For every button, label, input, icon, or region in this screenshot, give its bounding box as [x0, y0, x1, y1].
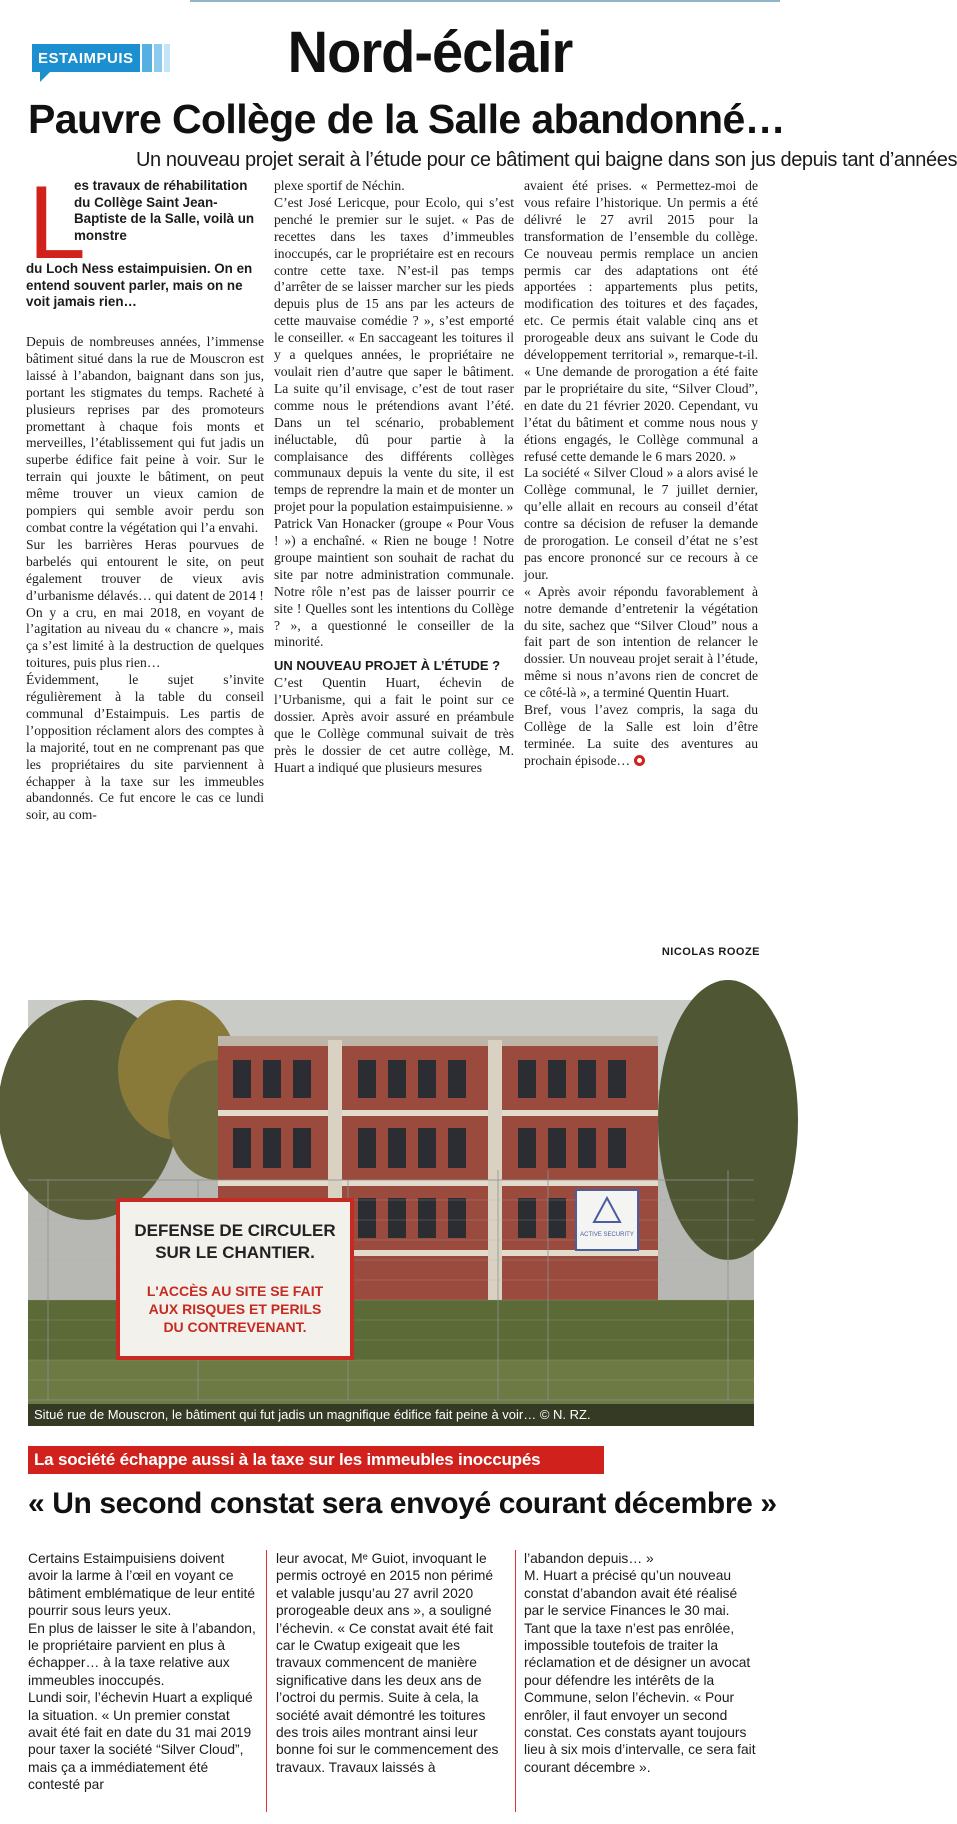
lead-text-a: es travaux de réhabilitation du Collège Saint Jean-Baptiste de la Salle, voilà un monstre — [74, 178, 255, 243]
photo-caption: Situé rue de Mouscron, le bâtiment qui fut jadis un magnifique édifice fait peine à voir… © N. RZ. — [28, 1404, 754, 1426]
paragraph: « Après avoir répondu favorablement à notre demande d’entretenir la végétation du site, sachez que “Silver Cloud” nous a fait part de son intention de relancer le dossier. Un nouveau projet serait à l’étude, même si nous n’avons rien de concret de ce côté-là », a terminé Quentin Huart. — [524, 583, 758, 701]
article-column-1 — [26, 165, 264, 824]
lead-text-b: du Loch Ness estaimpuisien. On en entend souvent parler, mais on ne voit jamais rien… — [26, 261, 253, 310]
column-divider — [266, 1550, 267, 1812]
section-subtitle: UN NOUVEAU PROJET À L’ÉTUDE ? — [274, 658, 501, 674]
article-column-2 — [274, 178, 514, 777]
paragraph: plexe sportif de Néchin. — [274, 178, 405, 193]
sign-line-5: DU CONTREVENANT. — [163, 1319, 307, 1335]
second-headline: « Un second constat sera envoyé courant décembre » — [28, 1487, 777, 1520]
paragraph: Certains Estaimpuisiens doivent avoir la larme à l’œil en voyant ce bâtiment emblématique de leur entité pourrir sous leurs yeux. — [28, 1551, 256, 1619]
paragraph: Lundi soir, l’échevin Huart a expliqué la situation. « Un premier constat avait été fait en date du 31 mai 2019 pour taxer la société “Silver Cloud”, mais ça a immédiatement été contesté par — [28, 1690, 253, 1793]
paragraph: l’abandon depuis… » — [524, 1551, 654, 1566]
masthead: Nord-éclair — [287, 18, 573, 85]
column-divider — [515, 1550, 516, 1812]
kicker-text: La société échappe aussi à la taxe sur les immeubles inoccupés — [34, 1450, 541, 1469]
sign-line-3: L'ACCÈS AU SITE SE FAIT — [146, 1283, 324, 1299]
subhead: Un nouveau projet serait à l’étude pour ce bâtiment qui baigne dans son jus depuis tant d’années — [136, 149, 957, 171]
article-column-3 — [524, 178, 758, 770]
paragraph: C’est José Lericque, pour Ecolo, qui s’est penché le premier sur le sujet. « Pas de recettes dans les taxes d’immeubles inoccupés, car le propriétaire est en recours contre cette taxe. N’est-il pas temps d’arrêter de se laisser marcher sur les pieds depuis plus de 15 ans par les acteurs de cette mauvaise comédie ? », s’est emporté le conseiller. « En saccageant les toitures il y a quelques années, le propriétaire ne voulait rien d’autre que saper le bâtiment. La suite qu’il envisage, c’est de tout raser comme nous le prétendions avant l’été. Dans un tel scénario, probablement inéluctable, dû pour partie à la complaisance des différents collèges communaux depuis la vente du site, il est temps de reprendre la main et de monter un projet pour la population estaimpuisienne. » — [274, 194, 514, 515]
top-rule — [190, 0, 780, 2]
lead-paragraph — [26, 165, 264, 312]
paragraph: Depuis de nombreuses années, l’immense bâtiment situé dans la rue de Mouscron est laissé à l’abandon, baignant dans son jus, portant les stigmates du temps. Racheté à plusieurs reprises par des promoteurs promettant à chaque fois monts et merveilles, l’établissement qui fut jadis un superbe édifice fait peine à voir. Sur le terrain qui jouxte le bâtiment, on peut même trouver un vieux camion de pompiers qui semble avoir perdu son combat contre la végétation qui l’a envahi. — [26, 334, 264, 535]
sign-line-4: AUX RISQUES ET PERILS — [148, 1301, 322, 1317]
paragraph: avaient été prises. « Permettez-moi de vous refaire l’historique. Un permis a été délivré le 27 avril 2015 pour la transformation de l’ensemble du collège. Ce nouveau permis remplace un ancien permis car des adaptations ont été apportées : appartements plus petits, modification des toitures et des façades, etc. Ce permis était valable cinq ans et prorogeable deux ans suivant le Code du développement territorial », remarque-t-il. « Une demande de prorogation a été faite par le propriétaire du site, “Silver Cloud”, en date du 21 février 2020. Cependant, vu l’état du bâtiment et comme nous nous y étions engagés, le Collège communal a refusé cette demande le 6 mars 2020. » — [524, 178, 758, 464]
building-photo-illustration — [28, 1000, 754, 1426]
second-column-3 — [524, 1550, 758, 1776]
paragraph: M. Huart a précisé qu’un nouveau constat d’abandon avait été réalisé par le service Finances le 30 mai. Tant que la taxe n’est pas enrôlée, impossible toutefois de traiter la réclamation et de désigner un avocat pour défendre les intérêts de la Commune, selon l’échevin. « Pour enrôler, il faut envoyer un second constat. Ces constats ayant toujours lieu à six mois d’intervalle, ce sera fait courant décembre ». — [524, 1568, 756, 1775]
second-column-2 — [276, 1550, 506, 1776]
article-photo — [28, 1000, 754, 1426]
sign-line-2: SUR LE CHANTIER. — [155, 1243, 315, 1262]
author-signature: NICOLAS ROOZE — [661, 946, 760, 958]
paragraph — [524, 702, 758, 770]
paragraph: C’est Quentin Huart, échevin de l’Urbanisme, qui a fait le point sur ce dossier. Après avoir assuré en préambule que le Collège communal suivait de très près le dossier de cet autre collège, M. Huart a indiqué que plusieurs mesures — [274, 675, 514, 775]
paragraph: Sur les barrières Heras pourvues de barbelés qui entourent le site, on peut également trouver de vieux avis d’urbanisme délavés… qui datent de 2014 ! — [26, 536, 264, 603]
paragraph: En plus de laisser le site à l’abandon, le propriétaire parvient en plus à échapper… à la taxe relative aux immeubles inoccupés. — [28, 1620, 256, 1688]
end-mark-icon — [634, 755, 645, 766]
section-tag-label: ESTAIMPUIS — [38, 50, 134, 67]
section-tag — [32, 44, 182, 74]
security-sign-text: ACTIVE SECURITY — [580, 1232, 634, 1238]
paragraph: Évidemment, le sujet s’invite régulièrement à la table du conseil communal d’Estaimpuis. Les partis de l’opposition réclament alors des comptes à la majorité, tout en ne comprenant pas que les propriétaires du site parviennent à échapper à la taxe sur les immeubles abandonnés. Ce fut encore le cas ce lundi soir, au com- — [26, 672, 264, 823]
drop-cap: L — [28, 165, 86, 281]
second-column-1 — [28, 1550, 256, 1794]
kicker-bar — [28, 1446, 604, 1474]
paragraph: Patrick Van Honacker (groupe « Pour Vous ! ») a enchaîné. « Rien ne bouge ! Notre groupe maintient son souhait de rachat du site par notre administration communale. Notre rôle n’est pas de laisser pourrir ce site ! Quelles sont les intentions du Collège ? », a questionné le conseiller de la minorité. — [274, 516, 514, 650]
paragraph: La société « Silver Cloud » a alors avisé le Collège communal, le 7 juillet dernier, qu’elle allait en recours au conseil d’état contre sa décision de refuser la demande de prorogation. Le conseil d’état ne s’est pas encore prononcé sur ce recours à ce jour. — [524, 465, 758, 582]
paragraph: leur avocat, Mᵉ Guiot, invoquant le permis octroyé en 2015 non périmé et valable jusqu’au 27 avril 2020 prorogeable deux ans », a souligné l’échevin. « Ce constat avait été fait car le Cwatup exigeait que les travaux commencent de manière significative dans les deux ans de l’octroi du permis. Suite à cela, la société avait démontré les toitures des trois ailes montrant ainsi leur bonne foi sur le commencement des travaux. Travaux laissés à — [276, 1551, 499, 1775]
headline: Pauvre Collège de la Salle abandonné… — [28, 96, 786, 142]
paragraph: On y a cru, en mai 2018, en voyant de l’agitation au niveau du « chancre », mais ça s’est limité à la destruction de quelques toitures, puis plus rien… — [26, 604, 264, 671]
sign-line-1: DEFENSE DE CIRCULER — [134, 1221, 336, 1240]
closing-text: Bref, vous l’avez compris, la saga du Collège de la Salle est loin d’être terminée. La suite des aventures au prochain épisode… — [524, 702, 758, 768]
